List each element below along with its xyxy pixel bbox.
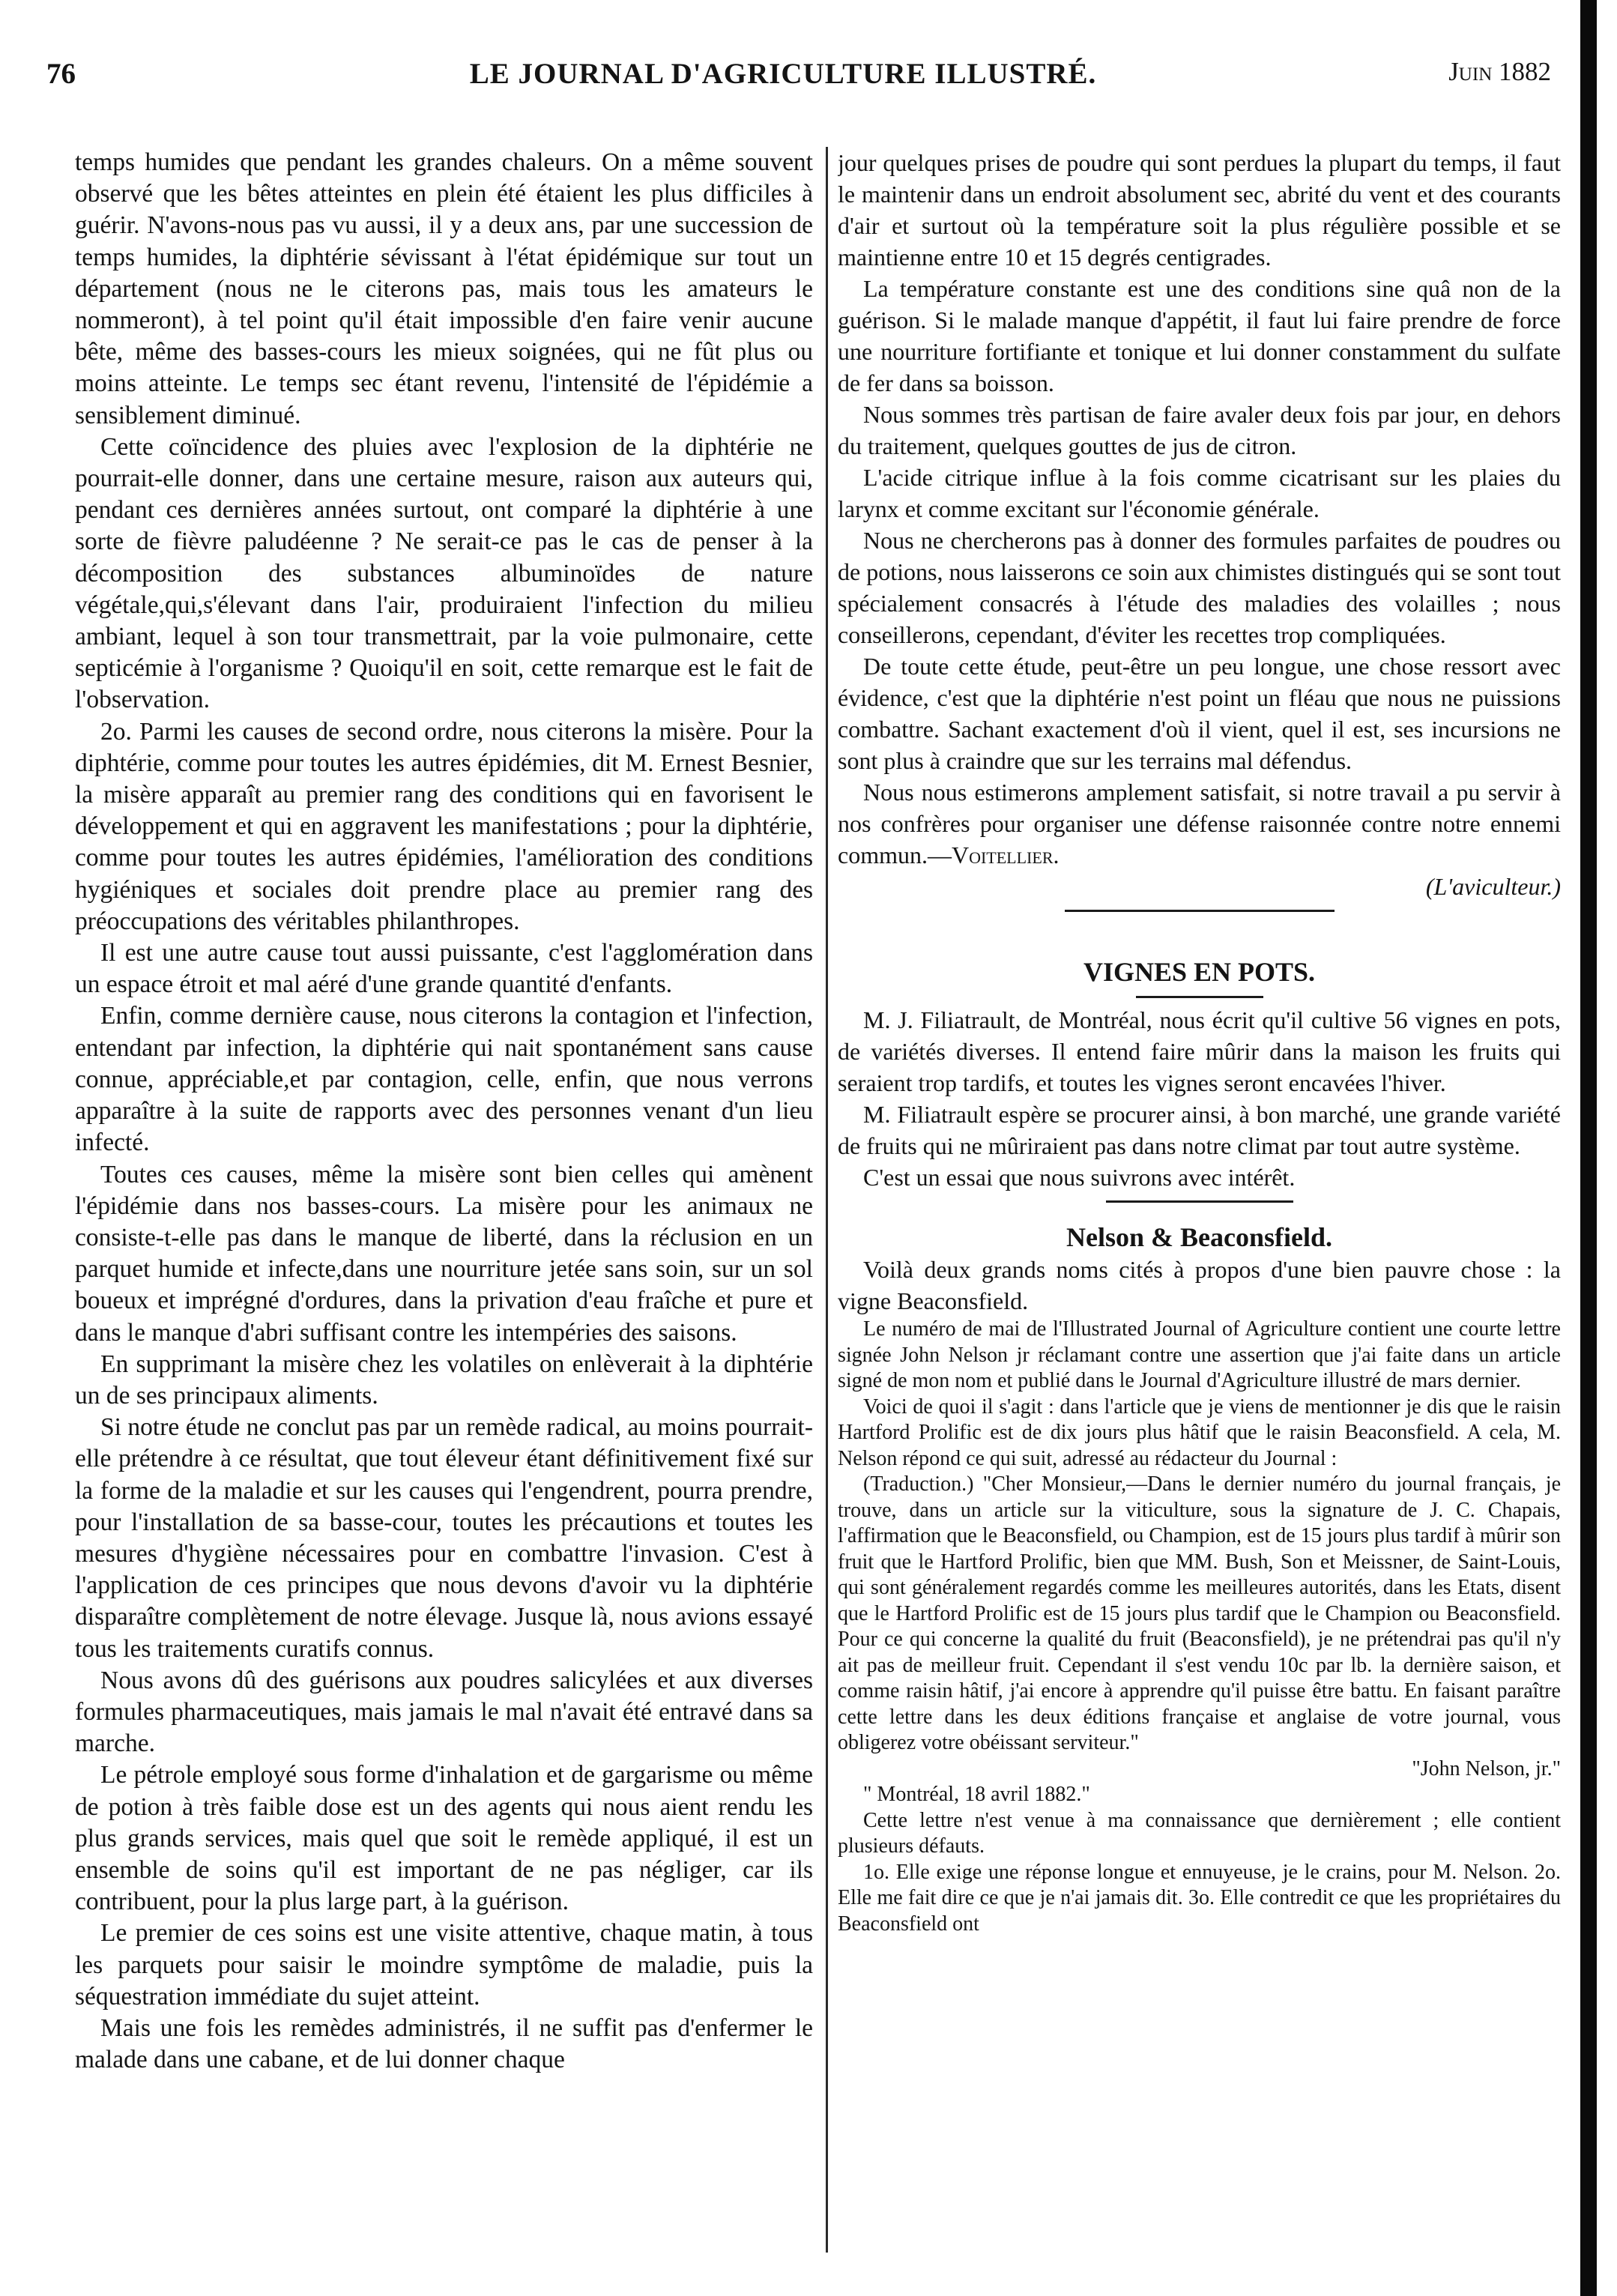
closing-paragraph (838, 776, 1561, 871)
paragraph: Le pétrole employé sous forme d'inhalation et de gargarisme ou même de potion à très faible dose est un des agents qui nous aient rendu les plus grands services, mais quel que soit le remède appliqué, il est un ensemble de soins qu'il est important de ne pas négliger, car ils contribuent, pour la plus large part, à la guérison. (75, 1761, 813, 1916)
paragraph: Toutes ces causes, même la misère sont bien celles qui amènent l'épidémie dans nos basses-cours. La misère pour les animaux ne consiste-t-elle pas dans le manque de liberté, dans la réclusion en un parquet humide et infecte,dans une nourriture jetée sans soin, sur un sol boueux et imprégné d'ordures, dans la privation d'eau fraîche et pure et dans le manque d'abri suffisant contre les intempéries des saisons. (75, 1160, 813, 1347)
running-title: LE JOURNAL D'AGRICULTURE ILLUSTRÉ. (469, 58, 1097, 90)
page-number: 76 (46, 58, 76, 90)
paragraph: Cette coïncidence des pluies avec l'explosion de la diphtérie ne pourrait-elle donner, dans une certaine mesure, raison aux auteurs qui, pendant ces dernières années surtout, ont comparé la diphtérie à une sorte de fièvre paludéenne ? Ne serait-ce pas le cas de penser à la décomposition des substances albuminoïdes de nature végétale,qui,s'élevant dans l'air, produiraient l'infection du milieu ambiant, lequel à son tour transmettrait, par la voie pulmonaire, cette septicémie à l'organisme ? Quoiqu'il en soit, cette remarque est le fait de l'observation. (75, 432, 813, 714)
left-column (75, 147, 813, 2076)
author-signature: Voitellier. (951, 842, 1060, 868)
section-divider (1065, 910, 1335, 912)
paragraph: jour quelques prises de poudre qui sont perdues la plupart du temps, il faut le maintenir dans un endroit absolument sec, abrité du vent et des courants d'air et surtout où la température soit la plus régulière possible et se maintienne entre 10 et 15 degrés centigrades. (838, 149, 1561, 271)
source-credit (838, 871, 1561, 902)
paragraph: Le premier de ces soins est une visite attentive, chaque matin, à tous les parquets pour saisir le moindre symptôme de maladie, puis la séquestration immédiate du sujet atteint. (75, 1919, 813, 2010)
paragraph: La température constante est une des conditions sine quâ non de la guérison. Si le malade manque d'appétit, il faut lui faire prendre de force une nourriture fortifiante et tonique et lui donner constamment du sulfate de fer dans sa boisson. (838, 275, 1561, 396)
paragraph: Il est une autre cause tout aussi puissante, c'est l'agglomération dans un espace étroit et mal aéré d'une grande quantité d'enfants. (75, 939, 813, 999)
paragraph: 2o. Parmi les causes de second ordre, nous citerons la misère. Pour la diphtérie, comme pour toutes les autres épidémies, dit M. Ernest Besnier, la misère apparaît au premier rang des conditions qui en favorisent le développement et qui en aggravent les manifestations ; pour la diphtérie, comme pour toutes les autres épidémies, l'amélioration des conditions hygiéniques et sociales doit prendre place au premier rang des préoccupations des véritables philanthropes. (75, 717, 813, 935)
section-title-vignes: VIGNES EN POTS. (1083, 957, 1316, 987)
letter-date: " Montréal, 18 avril 1882." (863, 1783, 1090, 1806)
page-edge-bar (1580, 0, 1597, 2296)
issue-date: Juin 1882 (1448, 57, 1551, 86)
translated-letter: (Traduction.) "Cher Monsieur,—Dans le dernier numéro du journal français, je trouve, dans un article sur la viticulture, sous la signature de J. C. Chapais, l'affirmation que le Beaconsfield, ou Champion, est de 15 jours plus tardif à mûrir son fruit que le Hartford Prolific, bien que MM. Bush, Son et Meissner, de Saint-Louis, qui sont généralement regardés comme les meilleures autorités, dans les Etats, disent que le Hartford Prolific est de 15 jours plus tardif que le Champion ou Beaconsfield. Pour ce qui concerne la qualité du fruit (Beaconsfield), je ne prétendrai pas qu'il n'y ait pas de meilleur fruit. Cependant il s'est vendu 10c par lb. la dernière saison, et comme raisin hâtif, j'ai encore à apprendre qu'il puisse être battu. En faisant paraître cette lettre dans les deux éditions française et anglaise de votre journal, vous obligerez votre obéissant serviteur." (838, 1472, 1561, 1754)
letter-signature: "John Nelson, jr." (1412, 1756, 1561, 1780)
paragraph: 1o. Elle exige une réponse longue et ennuyeuse, je le crains, pour M. Nelson. 2o. Elle me fait dire ce que je n'ai jamais dit. 3o. Elle contredit ce que les propriétaires du Beaconsfield ont (838, 1860, 1561, 1936)
paragraph: Nous avons dû des guérisons aux poudres salicylées et aux diverses formules pharmaceutiques, mais jamais le mal n'avait été entravé dans sa marche. (75, 1666, 813, 1758)
paragraph: C'est un essai que nous suivrons avec intérêt. (863, 1164, 1296, 1191)
paragraph: L'acide citrique influe à la fois comme cicatrisant sur les plaies du larynx et comme excitant sur l'économie générale. (838, 464, 1561, 522)
paragraph: M. J. Filiatrault, de Montréal, nous écrit qu'il cultive 56 vignes en pots, de variétés diverses. Il entend faire mûrir dans la maison les fruits qui seraient trop tardifs, et toutes les vignes seront encavées l'hiver. (838, 1006, 1561, 1096)
paragraph: Nous ne chercherons pas à donner des formules parfaites de poudres ou de potions, nous laisserons ce soin aux chimistes distingués qui se sont tout spécialement consacrés à l'étude des maladies des volailles ; nous conseillerons, cependant, d'éviter les recettes trop compliquées. (838, 527, 1561, 648)
section-title-nelson: Nelson & Beaconsfield. (1066, 1222, 1332, 1252)
small-print-block (838, 1317, 1561, 1937)
page-header (0, 57, 1566, 109)
closing-text: Nous nous estimerons amplement satisfait, si notre travail a pu servir à nos confrères pour organiser une défense raisonnée contre notre ennemi commun.— (838, 779, 1561, 868)
paragraph: Si notre étude ne conclut pas par un remède radical, au moins pourrait-elle prétendre à ce résultat, que tout éleveur étant définitivement fixé sur la forme de la maladie et sur les causes qui l'engendrent, pourra prendre, pour l'installation de sa basse-cour, toutes les précautions et toutes les mesures d'hygiène nécessaires pour en combattre l'invasion. C'est à l'application de ces principes que nous devons d'avoir vu la diphtérie disparaître complètement de notre élevage. Jusque là, nous avions essayé tous les traitements curatifs connus. (75, 1413, 813, 1663)
title-underline (1136, 996, 1263, 998)
paragraph: M. Filiatrault espère se procurer ainsi, à bon marché, une grande variété de fruits qui ne mûriraient pas dans notre climat par tout autre système. (838, 1101, 1561, 1159)
paragraph: temps humides que pendant les grandes chaleurs. On a même souvent observé que les bêtes atteintes en plein été étaient les plus difficiles à guérir. N'avons-nous pas vu aussi, il y a deux ans, par une succession de temps humides, la diphtérie sévissant à l'état épidémique sur tout un département (nous ne le citerons pas, mais tous les amateurs le nommeront), à tel point qu'il était impossible d'en faire venir aucune bête, même des basses-cours les mieux soignées, qui ne fût plus ou moins atteinte. Le temps sec étant revenu, l'intensité de l'épidémie a sensiblement diminué. (75, 148, 813, 429)
paragraph: Nous sommes très partisan de faire avaler deux fois par jour, en dehors du traitement, quelques gouttes de jus de citron. (838, 401, 1561, 459)
paragraph: Enfin, comme dernière cause, nous citerons la contagion et l'infection, entendant par infection, la diphtérie qui nait spontanément sans cause connue, appréciable,et par contagion, celle, enfin, que nous verrons apparaître à la suite de rapports avec des personnes venant d'un lieu infecté. (75, 1002, 813, 1157)
column-divider (826, 147, 828, 2253)
paragraph: Voilà deux grands noms cités à propos d'une bien pauvre chose : la vigne Beaconsfield. (838, 1256, 1561, 1314)
paragraph: De toute cette étude, peut-être un peu longue, une chose ressort avec évidence, c'est que la diphtérie n'est point un fléau que nous ne puissions combattre. Sachant exactement d'où il vient, quel il est, ses incursions ne sont plus à craindre que sur les terrains mal défendus. (838, 653, 1561, 774)
right-column (838, 147, 1561, 1937)
paragraph: En supprimant la misère chez les volatiles on enlèverait à la diphtérie un de ses principaux aliments. (75, 1350, 813, 1410)
section-divider (1106, 1200, 1293, 1203)
paragraph: Mais une fois les remèdes administrés, il ne suffit pas d'enfermer le malade dans une cabane, et de lui donner chaque (75, 2013, 813, 2074)
source-text: (L'aviculteur.) (1425, 873, 1561, 900)
paragraph: Le numéro de mai de l'Illustrated Journal of Agriculture contient une courte lettre signée John Nelson jr réclamant contre une assertion que j'ai faite dans un article signé de mon nom et publié dans le Journal d'Agriculture illustré de mars dernier. (838, 1317, 1561, 1392)
paragraph: Cette lettre n'est venue à ma connaissance que dernièrement ; elle contient plusieurs défauts. (838, 1808, 1561, 1858)
paragraph: Voici de quoi il s'agit : dans l'article que je viens de mentionner je dis que le raisin Hartford Prolific est de dix jours plus hâtif que le raisin Beaconsfield. A cela, M. Nelson répond ce qui suit, adressé au rédacteur du Journal : (838, 1395, 1561, 1470)
